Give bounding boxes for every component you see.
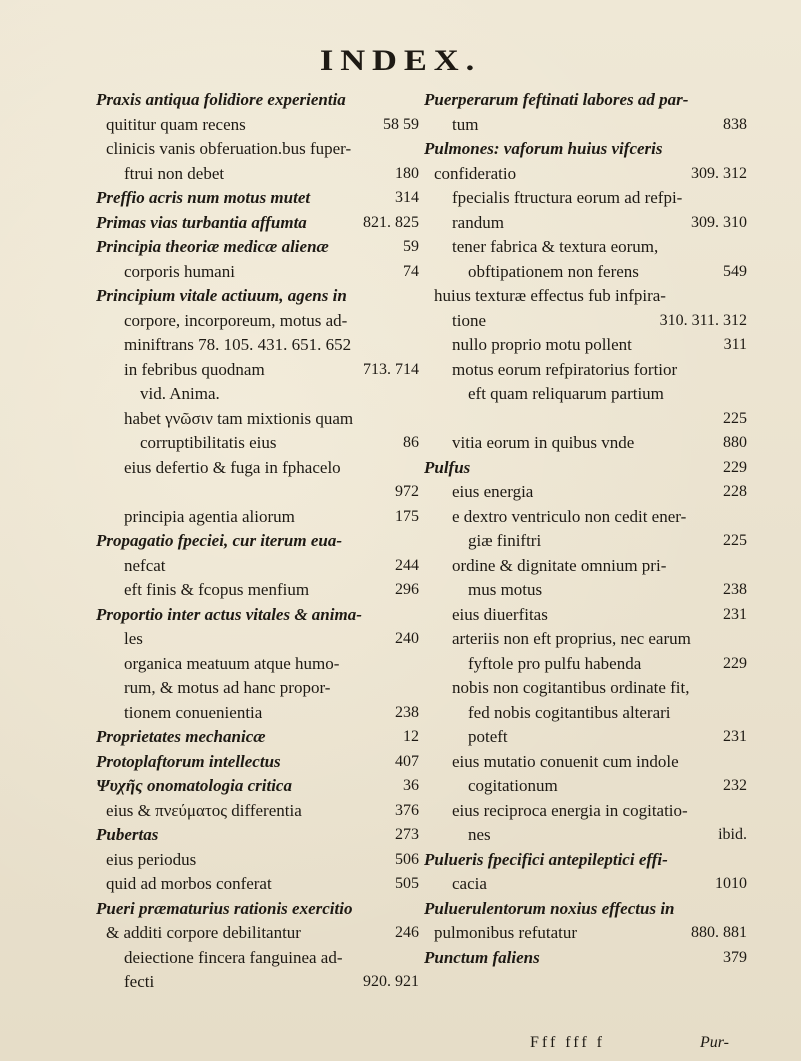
page-title: INDEX. (319, 44, 482, 77)
index-entry (424, 162, 749, 187)
index-entry (424, 382, 749, 407)
signature-mark: Fff fff f (530, 1034, 605, 1051)
entry-text: eft quam reliquarum partium (468, 384, 664, 403)
index-entry (96, 652, 421, 677)
entry-text: Pulueris fpecifici antepileptici effi- (424, 849, 668, 869)
index-entry (96, 799, 421, 824)
index-entry (96, 921, 421, 946)
index-entry (96, 88, 421, 113)
entry-text: ftrui non debet (124, 163, 225, 183)
entry-text: Ψυχῆς onomatologia critica (96, 776, 292, 795)
entry-page-ref: 505 (395, 875, 419, 892)
index-entry (424, 505, 749, 530)
index-entry (424, 309, 749, 334)
entry-text: cogitationum (468, 776, 558, 795)
entry-text: Pubertas (96, 825, 159, 844)
entry-text: e dextro ventriculo non cedit ener- (452, 506, 687, 526)
entry-text: corpore, incorporeum, motus ad- (124, 310, 348, 330)
entry-text: tum (452, 114, 479, 134)
entry-page-ref: 86 (403, 434, 419, 451)
entry-page-ref: 376 (395, 801, 419, 819)
index-entry (96, 848, 421, 873)
index-entry (96, 162, 421, 187)
entry-text: quid ad morbos conferat (106, 874, 272, 893)
index-entry (424, 872, 749, 897)
entry-page-ref: 246 (395, 924, 419, 941)
entry-text: mus motus (468, 580, 543, 599)
index-entry (96, 676, 421, 701)
entry-page-ref: 229 (723, 654, 747, 672)
entry-text: Principium vitale actiuum, agens in (96, 286, 347, 305)
index-entry (96, 431, 421, 456)
entry-page-ref: 296 (395, 581, 419, 598)
index-entry (424, 774, 749, 799)
index-entry (96, 211, 421, 236)
entry-page-ref: 231 (723, 728, 747, 745)
entry-page-ref: 59 (403, 238, 419, 255)
entry-page-ref: 36 (403, 777, 419, 794)
entry-page-ref: 225 (723, 532, 747, 549)
entry-page-ref: 238 (723, 581, 747, 598)
entry-text: & additi corpore debilitantur (106, 923, 301, 942)
index-entry (424, 701, 749, 726)
catchword: Pur- (700, 1034, 730, 1051)
index-entry (424, 211, 749, 236)
index-entry (424, 358, 749, 383)
entry-page-ref: 244 (395, 556, 419, 574)
entry-text: Puerperarum feftinati labores ad par- (424, 90, 689, 109)
index-entry (424, 407, 749, 432)
index-entry (96, 480, 421, 505)
index-entry (96, 186, 421, 211)
entry-text: tione (452, 310, 486, 330)
entry-text: miniftrans 78. 105. 431. 651. 652 (124, 335, 352, 354)
index-entry (424, 799, 749, 824)
entry-text: cacia (452, 874, 487, 893)
index-entry (96, 529, 421, 554)
entry-page-ref: 231 (723, 605, 747, 623)
entry-page-ref: 920. 921 (363, 973, 419, 990)
entry-page-ref: 972 (395, 483, 419, 500)
index-entry (424, 848, 749, 873)
entry-text: Pueri præmaturius rationis exercitio (96, 898, 353, 918)
index-entry (424, 260, 749, 285)
entry-text: Propagatio fpeciei, cur iterum eua- (96, 531, 343, 550)
index-entry (96, 970, 421, 995)
index-entry (96, 333, 421, 358)
entry-text: arteriis non eft proprius, nec earum (452, 629, 691, 648)
entry-text: nes (468, 825, 491, 844)
entry-text: ordine & dignitate omnium pri- (452, 555, 667, 575)
entry-text: eius & πνεύματος differentia (106, 800, 302, 820)
index-entry (424, 529, 749, 554)
index-entry (96, 505, 421, 530)
entry-text: fed nobis cogitantibus alterari (468, 702, 671, 722)
index-entry (424, 725, 749, 750)
index-entry (424, 88, 749, 113)
entry-page-ref: 309. 310 (691, 213, 747, 231)
index-entry (424, 235, 749, 260)
entry-page-ref: 228 (723, 483, 747, 500)
entry-text: corruptibilitatis eius (140, 433, 277, 452)
entry-page-ref: 314 (395, 189, 419, 206)
entry-page-ref: 175 (395, 507, 419, 525)
entry-text: fpecialis ftructura eorum ad refpi- (452, 188, 683, 207)
index-entry (96, 309, 421, 334)
index-entry (96, 872, 421, 897)
entry-page-ref: 309. 312 (691, 164, 747, 182)
entry-text: nefcat (124, 555, 166, 575)
entry-page-ref: 240 (395, 630, 419, 647)
index-entry (424, 750, 749, 775)
index-entry (424, 921, 749, 946)
entry-text: pulmonibus refutatur (434, 923, 578, 942)
entry-text: habet γνῶσιν tam mixtionis quam (124, 408, 354, 428)
entry-text: les (124, 629, 143, 648)
entry-text: principia agentia aliorum (124, 506, 295, 526)
entry-text: confideratio (434, 163, 517, 183)
entry-text: fecti (124, 972, 155, 991)
index-entry (424, 113, 749, 138)
index-entry (96, 603, 421, 628)
entry-page-ref: 821. 825 (363, 213, 419, 231)
entry-page-ref: 225 (723, 409, 747, 427)
index-entry (424, 137, 749, 162)
entry-page-ref: 880. 881 (691, 924, 747, 941)
index-entry (424, 456, 749, 481)
entry-text: Principia theoriæ medicæ alienæ (96, 237, 329, 256)
index-entry (96, 554, 421, 579)
index-entry (96, 382, 421, 407)
entry-text: eius diuerfitas (452, 604, 548, 624)
entry-text: motus eorum refpiratorius fortior (452, 359, 678, 379)
entry-text: Proportio inter actus vitales & anima- (96, 604, 362, 624)
index-entry (424, 186, 749, 211)
entry-text: Puluerulentorum noxius effectus in (424, 898, 675, 918)
index-entry (96, 946, 421, 971)
entry-page-ref: 238 (395, 703, 419, 721)
entry-text: clinicis vanis obferuation.bus fuper- (106, 139, 352, 158)
index-entry (96, 358, 421, 383)
index-entry (96, 137, 421, 162)
entry-text: randum (452, 212, 504, 232)
index-entry (424, 823, 749, 848)
entry-page-ref: 12 (403, 728, 419, 745)
index-entry (96, 823, 421, 848)
index-entry (424, 554, 749, 579)
index-entry (424, 676, 749, 701)
entry-text: obftipationem non ferens (468, 261, 639, 281)
entry-page-ref: 713. 714 (363, 360, 419, 378)
entry-text: Pulmones: vaforum huius vifceris (424, 139, 663, 158)
entry-text: eft finis & fcopus menfium (124, 580, 310, 599)
entry-text: Punctum faliens (424, 947, 540, 967)
entry-text: vitia eorum in quibus vnde (452, 433, 635, 452)
entry-page-ref: 549 (723, 262, 747, 280)
index-entry (424, 897, 749, 922)
entry-text: tionem conuenientia (124, 702, 263, 722)
index-entry (424, 333, 749, 358)
index-entry (424, 603, 749, 628)
index-column-right (424, 88, 749, 970)
entry-text: eius periodus (106, 849, 197, 869)
entry-page-ref: 880 (723, 434, 747, 451)
entry-page-ref: 58 59 (383, 115, 419, 133)
entry-page-ref: 407 (395, 752, 419, 770)
index-entry (424, 431, 749, 456)
entry-text: deiectione fincera fanguinea ad- (124, 947, 343, 967)
entry-text: corporis humani (124, 261, 235, 281)
index-entry (424, 627, 749, 652)
entry-text: organica meatuum atque humo- (124, 653, 340, 673)
entry-text: eius reciproca energia in cogitatio- (452, 800, 688, 820)
entry-page-ref: ibid. (718, 826, 747, 843)
entry-page-ref: 74 (403, 262, 419, 280)
index-entry (96, 627, 421, 652)
index-entry (424, 480, 749, 505)
entry-page-ref: 229 (723, 458, 747, 476)
entry-page-ref: 1010 (715, 875, 747, 892)
entry-page-ref: 310. 311. 312 (659, 311, 747, 329)
index-entry (96, 774, 421, 799)
entry-text: nullo proprio motu pollent (452, 335, 632, 354)
index-entry (96, 701, 421, 726)
entry-text: fyftole pro pulfu habenda (468, 653, 642, 673)
entry-text: giæ finiftri (468, 531, 542, 550)
index-entry (96, 260, 421, 285)
entry-text: huius texturæ effectus fub infpira- (434, 286, 666, 305)
entry-page-ref: 379 (723, 948, 747, 966)
index-entry (96, 750, 421, 775)
entry-page-ref: 180 (395, 164, 419, 182)
entry-page-ref: 232 (723, 777, 747, 794)
entry-text: eius energia (452, 482, 534, 501)
index-entry (96, 113, 421, 138)
index-entry (96, 725, 421, 750)
entry-text: eius defertio & fuga in fphacelo (124, 457, 341, 477)
index-entry (96, 578, 421, 603)
index-entry (96, 284, 421, 309)
entry-page-ref: 506 (395, 850, 419, 868)
entry-page-ref: 273 (395, 826, 419, 843)
entry-text: Proprietates mechanicæ (96, 727, 266, 746)
entry-page-ref: 311 (723, 336, 747, 353)
index-entry (96, 897, 421, 922)
index-entry (96, 235, 421, 260)
entry-text: vid. Anima. (140, 384, 220, 403)
entry-text: Preffio acris num motus mutet (96, 188, 311, 207)
entry-text: quititur quam recens (106, 114, 246, 134)
entry-text: rum, & motus ad hanc propor- (124, 678, 331, 697)
entry-text: Praxis antiqua folidiore experientia (96, 90, 346, 109)
entry-text: poteft (468, 727, 508, 746)
index-entry (424, 284, 749, 309)
index-entry (424, 578, 749, 603)
entry-text: tener fabrica & textura eorum, (452, 237, 659, 256)
index-entry (96, 407, 421, 432)
entry-text: Pulfus (424, 457, 471, 477)
entry-page-ref: 838 (723, 115, 747, 133)
index-entry (96, 456, 421, 481)
entry-text: Protoplaftorum intellectus (96, 751, 281, 771)
entry-text: eius mutatio conuenit cum indole (452, 751, 679, 771)
entry-text: nobis non cogitantibus ordinate fit, (452, 678, 690, 697)
entry-text: in febribus quodnam (124, 359, 265, 379)
entry-text: Primas vias turbantia affumta (96, 212, 307, 232)
index-entry (424, 946, 749, 971)
index-column-left (96, 88, 421, 995)
index-entry (424, 652, 749, 677)
